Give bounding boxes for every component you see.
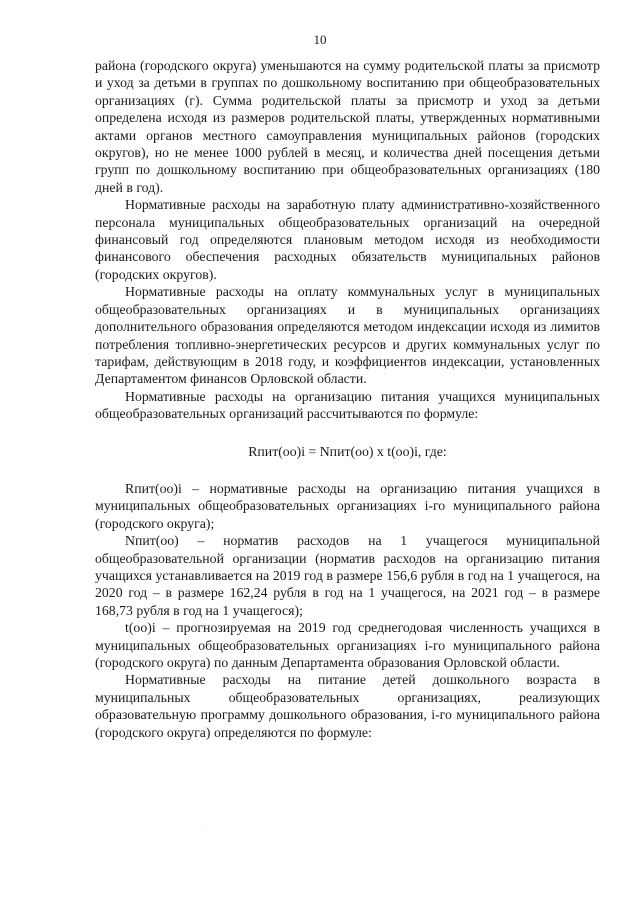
paragraph-nutrition-intro: Нормативные расходы на организацию питания учащихся муниципальных общеобразовательных организаций рассчитываются по формуле: <box>95 388 600 422</box>
paragraph-admin-staff-salary: Нормативные расходы на заработную плату административно-хозяйственного персонала муниципальных общеобразовательных организаций на очередной финансовый год определяются плановым методом исходя из необходимости финансового обеспечения расходных обязательств муниципальных районов (городских округов). <box>95 197 600 282</box>
definition-t: t(оо)i – прогнозируемая на 2019 год среднегодовая численность учащихся в муниципальных общеобразовательных организациях i-го муниципального района (городского округа) по данным Департамента образования Орловской области. <box>95 620 600 670</box>
paragraph-utilities: Нормативные расходы на оплату коммунальных услуг в муниципальных общеобразовательных организациях и в муниципальных организациях дополнительного образования определяются методом индексации исходя из лимитов потребления топливно-энергетических ресурсов и других коммунальных услуг по тарифам, действующим в 2018 году, и коэффициентов индексации, установленных Департаментом финансов Орловской области. <box>95 284 600 387</box>
paragraph-continuation: района (городского округа) уменьшаются на сумму родительской платы за присмотр и уход за детьми в группах по дошкольному воспитанию при общеобразовательных организациях (г). Сумма родительской платы за присмотр и уход за детьми определена исходя из размеров родительской платы, утвержденных нормативными актами органов местного самоуправления муниципальных районов (городских округов), но не менее 1000 рублей в месяц, и количества дней посещения детьми групп по дошкольному воспитанию при общеобразовательных организациях (180 дней в год). <box>95 58 600 195</box>
document-body <box>95 57 600 741</box>
scan-artifact: · · · <box>203 827 242 833</box>
definition-rpit: Rпит(оо)i – нормативные расходы на организацию питания учащихся в муниципальных общеобразовательных организациях i-го муниципального района (городского округа); <box>95 480 600 531</box>
formula: Rпит(оо)i = Nпит(оо) х t(оо)i, где: <box>248 443 447 459</box>
page-number: 10 <box>313 32 327 47</box>
definition-npit: Nпит(оо) – норматив расходов на 1 учащегося муниципальной общеобразовательной организации (норматив расходов на организацию питания учащихся устанавливается на 2019 год в размере 156,6 рубля в год на 1 учащегося, на 2020 год – в размере 162,24 рубля в год на 1 учащегося, на 2021 год – в размере 168,73 рубля в год на 1 учащегося); <box>95 533 600 618</box>
paragraph-preschool-nutrition: Нормативные расходы на питание детей дошкольного возраста в муниципальных общеобразовательных организациях, реализующих образовательную программу дошкольного образования, i-го муниципального района (городского округа) определяются по формуле: <box>95 672 600 740</box>
